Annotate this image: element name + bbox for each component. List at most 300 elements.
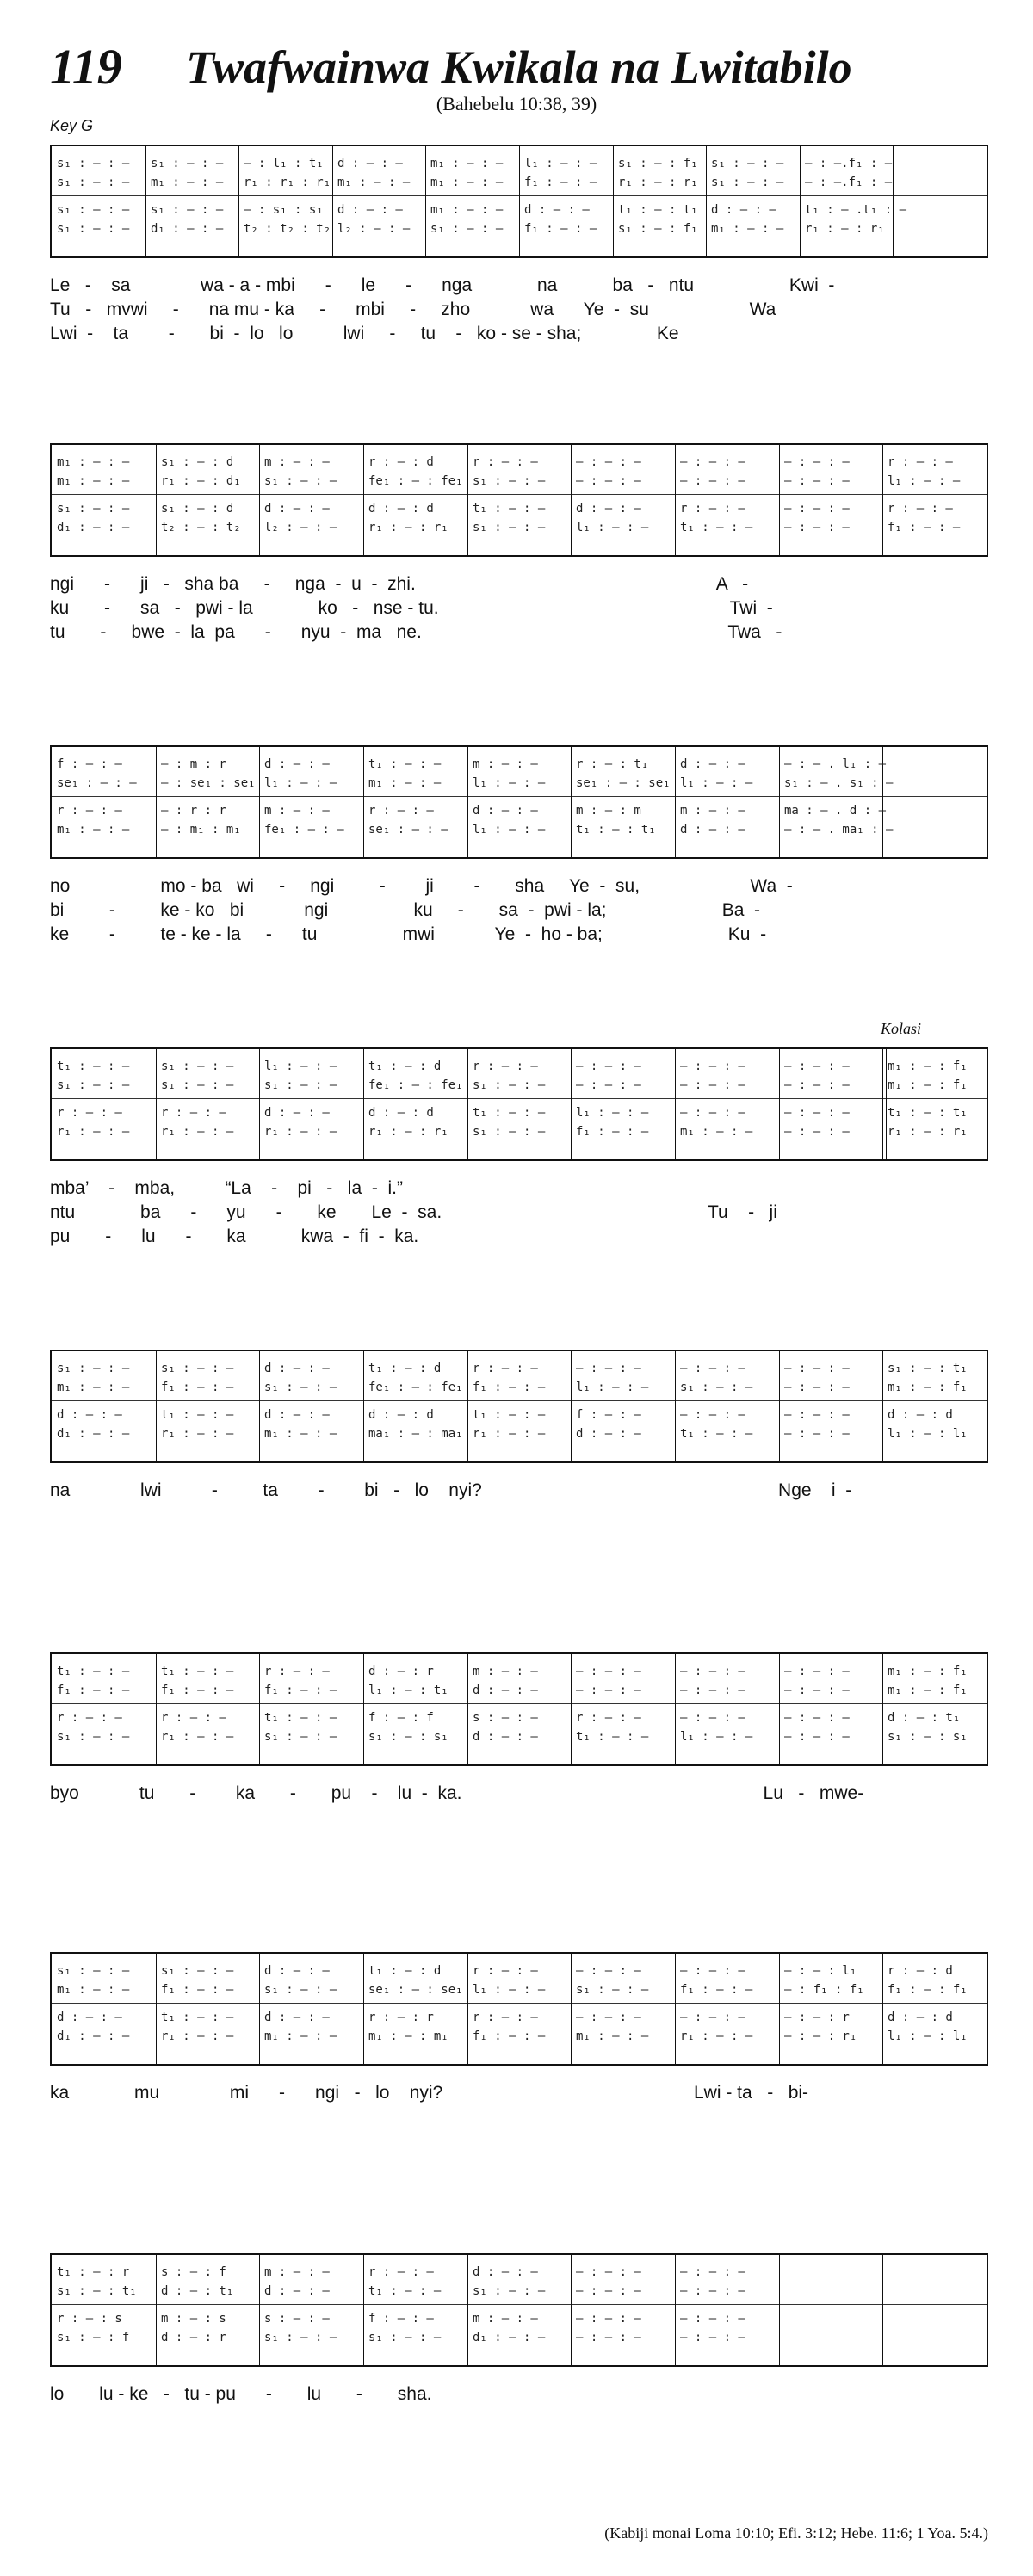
lyrics-block — [50, 274, 988, 346]
solfa-cell: m₁ : – : – — [711, 222, 784, 236]
solfa-cell — [779, 2327, 883, 2348]
lyrics-block — [50, 1177, 988, 1249]
lyric-line: tu - bwe - la pa - nyu - ma ne. Twa - — [50, 622, 782, 642]
solfa-cell: m : – : – — [473, 1665, 538, 1678]
voice-part — [52, 2007, 987, 2028]
solfa-cell: r : – : – — [57, 1106, 122, 1120]
solfa-cell: t₁ : – : – — [161, 2011, 234, 2024]
solfa-cell: m₁ : – : – — [430, 157, 504, 170]
solfa-cell: s₁ : – : f₁ — [618, 222, 698, 236]
solfa-cell — [893, 172, 987, 193]
solfa-cell: – : – : – — [784, 1427, 850, 1441]
staff-divider — [52, 494, 987, 495]
solfa-cell: se₁ : – : – — [368, 823, 448, 837]
solfa-cell: r : – : – — [888, 502, 953, 516]
solfa-cell: m₁ : – : f₁ — [888, 1059, 968, 1073]
solfa-cell: l₂ : – : – — [337, 222, 411, 236]
voice-part — [52, 219, 987, 239]
solfa-cell: – : – : – — [680, 1964, 745, 1978]
solfa-cell: f₁ : – : – — [888, 521, 961, 534]
solfa-cell: r₁ : – : – — [680, 2029, 753, 2043]
solfa-cell: t₁ : – : d — [368, 1362, 442, 1375]
solfa-cell: – : – : – — [576, 1078, 641, 1092]
voice-part — [52, 1680, 987, 1701]
solfa-cell: s₁ : – : – — [151, 203, 224, 217]
solfa-cell: d : – : d — [888, 1408, 953, 1422]
solfa-cell: t₁ : – : – — [368, 2284, 442, 2298]
voice-part — [52, 1121, 987, 1142]
solfa-cell: m₁ : – : – — [680, 1125, 753, 1139]
solfa-cell: s₁ : – : – — [57, 157, 130, 170]
solfa-cell: d : – : – — [264, 1362, 330, 1375]
solfa-cell: – : – : – — [680, 1665, 745, 1678]
solfa-cell — [882, 819, 987, 840]
solfa-cell: d : – : – — [337, 157, 403, 170]
solfa-cell: m₁ : – : – — [368, 776, 442, 790]
lyrics-block — [50, 874, 988, 947]
solfa-cell: – : – : – — [784, 474, 850, 488]
solfa-cell: – : – : – — [680, 1683, 745, 1697]
solfa-cell: d : – : r — [161, 2331, 226, 2344]
voice-part — [52, 2026, 987, 2047]
solfa-cell: t₁ : – : – — [57, 1059, 130, 1073]
solfa-cell: r : – : s — [57, 2312, 122, 2326]
solfa-cell: f₁ : – : – — [57, 1683, 130, 1697]
voice-part — [52, 1727, 987, 1747]
solfa-cell: – : – : r₁ — [784, 2029, 857, 2043]
solfa-cell: d : – : – — [264, 1408, 330, 1422]
solfa-cell: d : – : – — [337, 203, 403, 217]
voice-part — [52, 1661, 987, 1682]
solfa-cell: – : – : – — [784, 455, 850, 469]
solfa-cell: m : – : – — [264, 804, 330, 818]
voice-part — [52, 1103, 987, 1123]
lyric-line: Le - sa wa - a - mbi - le - nga na ba - ntu Kwi - — [50, 275, 835, 295]
solfa-cell: r : – : – — [473, 2011, 538, 2024]
voice-part — [52, 471, 987, 491]
solfa-cell: m₁ : – : – — [430, 203, 504, 217]
solfa-cell: m : – : – — [473, 2312, 538, 2326]
solfa-cell: t₁ : – : t₁ — [576, 823, 656, 837]
staff — [50, 1652, 988, 1766]
solfa-cell: r₁ : – : – — [161, 1125, 234, 1139]
solfa-cell: s : – : f — [161, 2265, 226, 2279]
solfa-cell: – : – : – — [576, 2331, 641, 2344]
voice-part — [52, 1377, 987, 1398]
staff — [50, 145, 988, 258]
staff-divider — [52, 2003, 987, 2004]
solfa-cell: fe₁ : – : fe₁ — [368, 1078, 463, 1092]
solfa-cell: m₁ : – : – — [57, 455, 130, 469]
solfa-cell: r₁ : – : d₁ — [161, 474, 241, 488]
staff — [50, 1952, 988, 2066]
solfa-cell: – : – : – — [680, 1059, 745, 1073]
voice-part — [52, 452, 987, 473]
solfa-cell: m₁ : – : – — [57, 1381, 130, 1394]
solfa-cell: ma₁ : – : ma₁ — [368, 1427, 463, 1441]
lyrics-block — [50, 1479, 988, 1503]
solfa-cell: m : – : – — [680, 804, 745, 818]
solfa-cell: s₁ : – : – — [430, 222, 504, 236]
solfa-cell: r₁ : – : – — [57, 1125, 130, 1139]
solfa-cell: d : – : – — [264, 757, 330, 771]
staff — [50, 1350, 988, 1463]
solfa-cell: m₁ : – : f₁ — [888, 1683, 968, 1697]
solfa-cell: r : – : – — [57, 804, 122, 818]
solfa-cell: t₁ : – : – — [57, 1665, 130, 1678]
solfa-cell: s₁ : – : d — [161, 455, 234, 469]
solfa-cell: – : – : – — [576, 1964, 641, 1978]
solfa-cell: – : – : – — [680, 1711, 745, 1725]
solfa-cell: – : – : – — [784, 1711, 850, 1725]
solfa-cell: d : – : – — [57, 2011, 122, 2024]
solfa-cell: m₁ : – : m₁ — [368, 2029, 448, 2043]
solfa-cell: t₁ : – : – — [473, 1408, 546, 1422]
solfa-cell: s₁ : – : t₁ — [57, 2284, 137, 2298]
solfa-cell: – : m : r — [161, 757, 226, 771]
staff — [50, 2253, 988, 2367]
solfa-cell: s₁ : – : – — [264, 1381, 337, 1394]
solfa-cell: t₁ : – : t₁ — [888, 1106, 968, 1120]
solfa-cell: t₁ : – : – — [473, 502, 546, 516]
voice-part — [52, 200, 987, 220]
solfa-cell: s₁ : – : – — [264, 1730, 337, 1744]
solfa-cell: l₁ : – : – — [264, 1059, 337, 1073]
solfa-cell: s₁ : – : – — [161, 1059, 234, 1073]
solfa-cell: l₁ : – : – — [680, 1730, 753, 1744]
solfa-cell: – : – : – — [784, 1408, 850, 1422]
solfa-cell: t₁ : – : – — [576, 1730, 649, 1744]
solfa-cell: m₁ : – : – — [337, 176, 411, 189]
solfa-cell: r : – : – — [473, 1964, 538, 1978]
solfa-cell: r : – : r — [368, 2011, 434, 2024]
lyric-line: ka mu mi - ngi - lo nyi? Lwi - ta - bi- — [50, 2083, 809, 2103]
solfa-cell: – : – : – — [576, 1059, 641, 1073]
solfa-cell: d : – : r — [368, 1665, 434, 1678]
solfa-cell: l₁ : – : – — [473, 776, 546, 790]
voice-part — [52, 498, 987, 519]
solfa-cell: – : – : – — [784, 1362, 850, 1375]
solfa-cell: l₁ : – : – — [264, 776, 337, 790]
solfa-cell: m₁ : – : f₁ — [888, 1381, 968, 1394]
solfa-cell: m₁ : – : – — [57, 474, 130, 488]
solfa-cell: s₁ : – : t₁ — [888, 1362, 968, 1375]
solfa-cell: se₁ : – : – — [57, 776, 137, 790]
solfa-cell: s₁ : – : d — [161, 502, 234, 516]
solfa-cell: s₁ : – : – — [57, 1730, 130, 1744]
solfa-cell: – : – : – — [784, 1665, 850, 1678]
solfa-cell: r₁ : – : – — [161, 1730, 234, 1744]
solfa-cell: m₁ : – : – — [57, 1983, 130, 1997]
solfa-cell: – : – : – — [784, 1125, 850, 1139]
solfa-cell: s₁ : – : – — [57, 502, 130, 516]
solfa-cell — [893, 219, 987, 239]
solfa-cell: f₁ : – : – — [576, 1125, 649, 1139]
solfa-cell: – : – : – — [680, 2265, 745, 2279]
solfa-cell: – : – : – — [784, 502, 850, 516]
solfa-cell: – : – : l₁ — [784, 1964, 857, 1978]
solfa-cell: d : – : – — [680, 823, 745, 837]
solfa-cell — [779, 2281, 883, 2301]
solfa-cell: s₁ : – : – — [473, 1078, 546, 1092]
solfa-cell: s₁ : – : – — [264, 2331, 337, 2344]
solfa-cell: – : – : – — [576, 1683, 641, 1697]
solfa-cell: r : – : – — [368, 2265, 434, 2279]
solfa-cell: f₁ : – : – — [473, 1381, 546, 1394]
solfa-cell: s₁ : – . s₁ : – — [784, 776, 894, 790]
solfa-cell: r : – : d — [368, 455, 434, 469]
solfa-cell: – : – : r — [784, 2011, 850, 2024]
solfa-cell: s₁ : – : – — [473, 2284, 546, 2298]
staff — [50, 1047, 988, 1161]
solfa-cell: s : – : – — [264, 2312, 330, 2326]
solfa-cell: d : – : – — [264, 2011, 330, 2024]
solfa-cell: fe₁ : – : fe₁ — [368, 1381, 463, 1394]
solfa-cell: r : – : – — [368, 804, 434, 818]
solfa-cell: t₁ : – : – — [161, 1665, 234, 1678]
solfa-cell: s₁ : – : – — [57, 203, 130, 217]
solfa-cell: t₁ : – .t₁ : – — [805, 203, 907, 217]
solfa-cell: l₁ : – : l₁ — [888, 1427, 968, 1441]
voice-part — [52, 754, 987, 775]
solfa-cell: – : – : – — [680, 2312, 745, 2326]
solfa-cell: d : – : d — [368, 502, 434, 516]
solfa-cell: d₁ : – : – — [57, 1427, 130, 1441]
solfa-cell: – : f₁ : f₁ — [784, 1983, 864, 1997]
lyric-line: lo lu - ke - tu - pu - lu - sha. — [50, 2384, 432, 2404]
solfa-cell: l₁ : – : – — [576, 1106, 649, 1120]
solfa-cell: f : – : – — [576, 1408, 641, 1422]
solfa-cell: s₁ : – : f₁ — [618, 157, 698, 170]
solfa-cell: d₁ : – : – — [151, 222, 224, 236]
solfa-cell: t₂ : t₂ : t₂ — [244, 222, 331, 236]
solfa-cell: – : – : – — [576, 2284, 641, 2298]
solfa-cell: d₁ : – : – — [57, 2029, 130, 2043]
solfa-cell: l₁ : – : – — [473, 823, 546, 837]
solfa-cell: s₁ : – : s₁ — [368, 1730, 448, 1744]
solfa-cell: s₁ : – : – — [57, 176, 130, 189]
solfa-cell: – : – : – — [680, 2284, 745, 2298]
solfa-cell: d : – : – — [57, 1408, 122, 1422]
solfa-cell: s₁ : – : – — [264, 474, 337, 488]
lyric-line: na lwi - ta - bi - lo nyi? Nge i - — [50, 1480, 852, 1500]
lyrics-block — [50, 1782, 988, 1806]
solfa-cell: r : – : – — [264, 1665, 330, 1678]
solfa-cell: – : – : – — [576, 2011, 641, 2024]
solfa-cell: l₁ : – : – — [473, 1983, 546, 1997]
solfa-cell: r : – : t₁ — [576, 757, 649, 771]
solfa-cell: s₁ : – : – — [264, 1983, 337, 1997]
solfa-cell: – : m₁ : m₁ — [161, 823, 241, 837]
solfa-cell: d : – : – — [264, 2284, 330, 2298]
solfa-cell: m₁ : – : – — [264, 1427, 337, 1441]
solfa-cell: r : – : – — [161, 1711, 226, 1725]
hymn-title: Twafwainwa Kwikala na Lwitabilo — [186, 41, 852, 93]
solfa-cell: – : –.f₁ : – — [805, 157, 893, 170]
solfa-cell: r : – : – — [57, 1711, 122, 1725]
solfa-cell: d : – : – — [576, 1427, 641, 1441]
lyric-line: pu - lu - ka kwa - fi - ka. — [50, 1226, 419, 1246]
solfa-cell — [779, 2262, 883, 2283]
solfa-cell — [882, 754, 987, 775]
voice-part — [52, 1961, 987, 1981]
solfa-cell: ma : – . d : – — [784, 804, 887, 818]
staff-divider — [52, 796, 987, 797]
solfa-cell: f₁ : – : – — [473, 2029, 546, 2043]
solfa-cell: fe₁ : – : – — [264, 823, 344, 837]
solfa-cell: – : – . l₁ : – — [784, 757, 887, 771]
solfa-cell: t₁ : – : r — [57, 2265, 130, 2279]
lyric-line: byo tu - ka - pu - lu - ka. Lu - mwe- — [50, 1783, 864, 1803]
solfa-cell: r₁ : – : – — [161, 2029, 234, 2043]
solfa-cell: – : – : – — [784, 1059, 850, 1073]
solfa-cell: r : – : – — [473, 455, 538, 469]
solfa-cell: – : – : – — [576, 455, 641, 469]
solfa-cell: d₁ : – : – — [473, 2331, 546, 2344]
lyric-line: Tu - mvwi - na mu - ka - mbi - zho wa Ye - su Wa — [50, 300, 776, 319]
voice-part — [52, 1056, 987, 1077]
solfa-cell: s₁ : – : – — [473, 474, 546, 488]
solfa-cell: s₁ : – : – — [680, 1381, 753, 1394]
solfa-cell: d : – : t₁ — [161, 2284, 234, 2298]
lyrics-block — [50, 2081, 988, 2105]
solfa-cell: d : – : – — [264, 1964, 330, 1978]
solfa-cell — [882, 2308, 987, 2329]
voice-part — [52, 1075, 987, 1096]
solfa-cell: m₁ : – : – — [264, 2029, 337, 2043]
solfa-cell: m₁ : – : – — [57, 823, 130, 837]
solfa-cell: m : – : m — [576, 804, 641, 818]
solfa-cell: r₁ : – : – — [473, 1427, 546, 1441]
solfa-cell: s₁ : – : – — [711, 176, 784, 189]
solfa-cell: – : – : – — [576, 474, 641, 488]
voice-part — [52, 1424, 987, 1444]
solfa-cell: t₁ : – : – — [680, 1427, 753, 1441]
solfa-cell: d : – : – — [473, 804, 538, 818]
solfa-cell: d : – : – — [524, 203, 590, 217]
solfa-cell: l₁ : – : – — [888, 474, 961, 488]
voice-part — [52, 1980, 987, 2000]
solfa-cell: s₁ : – : – — [161, 1078, 234, 1092]
solfa-cell: – : – : – — [784, 1730, 850, 1744]
solfa-cell — [893, 153, 987, 174]
solfa-cell: m₁ : – : – — [430, 176, 504, 189]
solfa-cell: s₁ : – : – — [57, 1078, 130, 1092]
voice-part — [52, 800, 987, 821]
solfa-cell: se₁ : – : se₁ — [576, 776, 671, 790]
solfa-cell: – : – : – — [680, 455, 745, 469]
solfa-cell: – : – : – — [680, 2331, 745, 2344]
solfa-cell: d : – : – — [473, 1683, 538, 1697]
solfa-cell: l₁ : – : t₁ — [368, 1683, 448, 1697]
solfa-cell: r : – : – — [576, 1711, 641, 1725]
solfa-cell: – : – : – — [680, 1408, 745, 1422]
lyric-line: mba’ - mba, “La - pi - la - i.” — [50, 1178, 403, 1198]
solfa-cell: f : – : – — [368, 2312, 434, 2326]
solfa-cell: d : – : d — [368, 1106, 434, 1120]
solfa-cell: s₁ : – : – — [368, 2331, 442, 2344]
solfa-cell: d : – : – — [576, 502, 641, 516]
solfa-cell: d : – : – — [264, 1106, 330, 1120]
scripture-reference: (Bahebelu 10:38, 39) — [436, 93, 597, 114]
solfa-cell: t₁ : – : – — [161, 1408, 234, 1422]
solfa-cell: r : – : – — [473, 1362, 538, 1375]
solfa-cell: – : s₁ : s₁ — [244, 203, 324, 217]
solfa-cell: s : – : – — [473, 1711, 538, 1725]
solfa-cell: s₁ : – : – — [161, 1964, 234, 1978]
solfa-cell: r₁ : – : – — [161, 1427, 234, 1441]
solfa-cell: l₁ : – : – — [680, 776, 753, 790]
solfa-cell: – : – . ma₁ : – — [784, 823, 894, 837]
solfa-cell: d : – : t₁ — [888, 1711, 961, 1725]
hymn-header — [50, 41, 988, 93]
solfa-cell: s₁ : – : – — [711, 157, 784, 170]
voice-part — [52, 1405, 987, 1425]
solfa-cell: f : – : f — [368, 1711, 434, 1725]
solfa-cell: s₁ : – : – — [161, 1362, 234, 1375]
solfa-cell — [882, 773, 987, 794]
solfa-cell: – : – : – — [576, 1665, 641, 1678]
voice-part — [52, 2262, 987, 2283]
solfa-cell — [882, 2262, 987, 2283]
voice-part — [52, 2327, 987, 2348]
solfa-cell: – : – : – — [576, 2265, 641, 2279]
solfa-cell: f : – : – — [57, 757, 122, 771]
solfa-cell: r : – : – — [888, 455, 953, 469]
solfa-cell: r₁ : – : r₁ — [368, 1125, 448, 1139]
solfa-cell: l₁ : – : – — [576, 521, 649, 534]
solfa-cell: m : – : – — [264, 455, 330, 469]
solfa-cell: – : – : – — [680, 1078, 745, 1092]
solfa-cell: – : – : – — [784, 1381, 850, 1394]
solfa-cell: d : – : – — [473, 1730, 538, 1744]
solfa-cell: f₁ : – : f₁ — [888, 1983, 968, 1997]
solfa-cell — [882, 800, 987, 821]
solfa-cell: l₁ : – : – — [524, 157, 597, 170]
lyric-line: ku - sa - pwi - la ko - nse - tu. Twi - — [50, 598, 773, 618]
voice-part — [52, 172, 987, 193]
solfa-cell: t₂ : – : t₂ — [161, 521, 241, 534]
lyric-line: bi - ke - ko bi ngi ku - sa - pwi - la; Ba - — [50, 900, 761, 920]
solfa-cell: t₁ : – : – — [264, 1711, 337, 1725]
solfa-cell: l₁ : – : l₁ — [888, 2029, 968, 2043]
solfa-cell: l₁ : – : – — [576, 1381, 649, 1394]
lyric-line: ngi - ji - sha ba - nga - u - zhi. A - — [50, 574, 749, 594]
solfa-cell — [893, 200, 987, 220]
solfa-cell: t₁ : – : – — [368, 757, 442, 771]
lyrics-block — [50, 572, 988, 645]
solfa-cell: d : – : d — [368, 1408, 434, 1422]
solfa-cell: s₁ : – : – — [576, 1983, 649, 1997]
solfa-cell: m₁ : – : f₁ — [888, 1078, 968, 1092]
lyrics-block — [50, 2382, 988, 2406]
staff-divider — [52, 1098, 987, 1099]
solfa-cell: f₁ : – : – — [161, 1683, 234, 1697]
solfa-cell: t₁ : – : d — [368, 1059, 442, 1073]
solfa-cell: s₁ : – : – — [57, 1964, 130, 1978]
solfa-cell: s₁ : – : – — [473, 521, 546, 534]
voice-part — [52, 819, 987, 840]
solfa-cell: m₁ : – : f₁ — [888, 1665, 968, 1678]
solfa-cell: d : – : d — [888, 2011, 953, 2024]
hymn-number: 119 — [50, 39, 122, 95]
solfa-cell: m : – : – — [473, 757, 538, 771]
solfa-cell: t₁ : – : d — [368, 1964, 442, 1978]
solfa-cell: r : – : d — [888, 1964, 953, 1978]
solfa-cell: s₁ : – : – — [57, 222, 130, 236]
solfa-cell: – : l₁ : t₁ — [244, 157, 324, 170]
solfa-cell: r₁ : – : r₁ — [618, 176, 698, 189]
